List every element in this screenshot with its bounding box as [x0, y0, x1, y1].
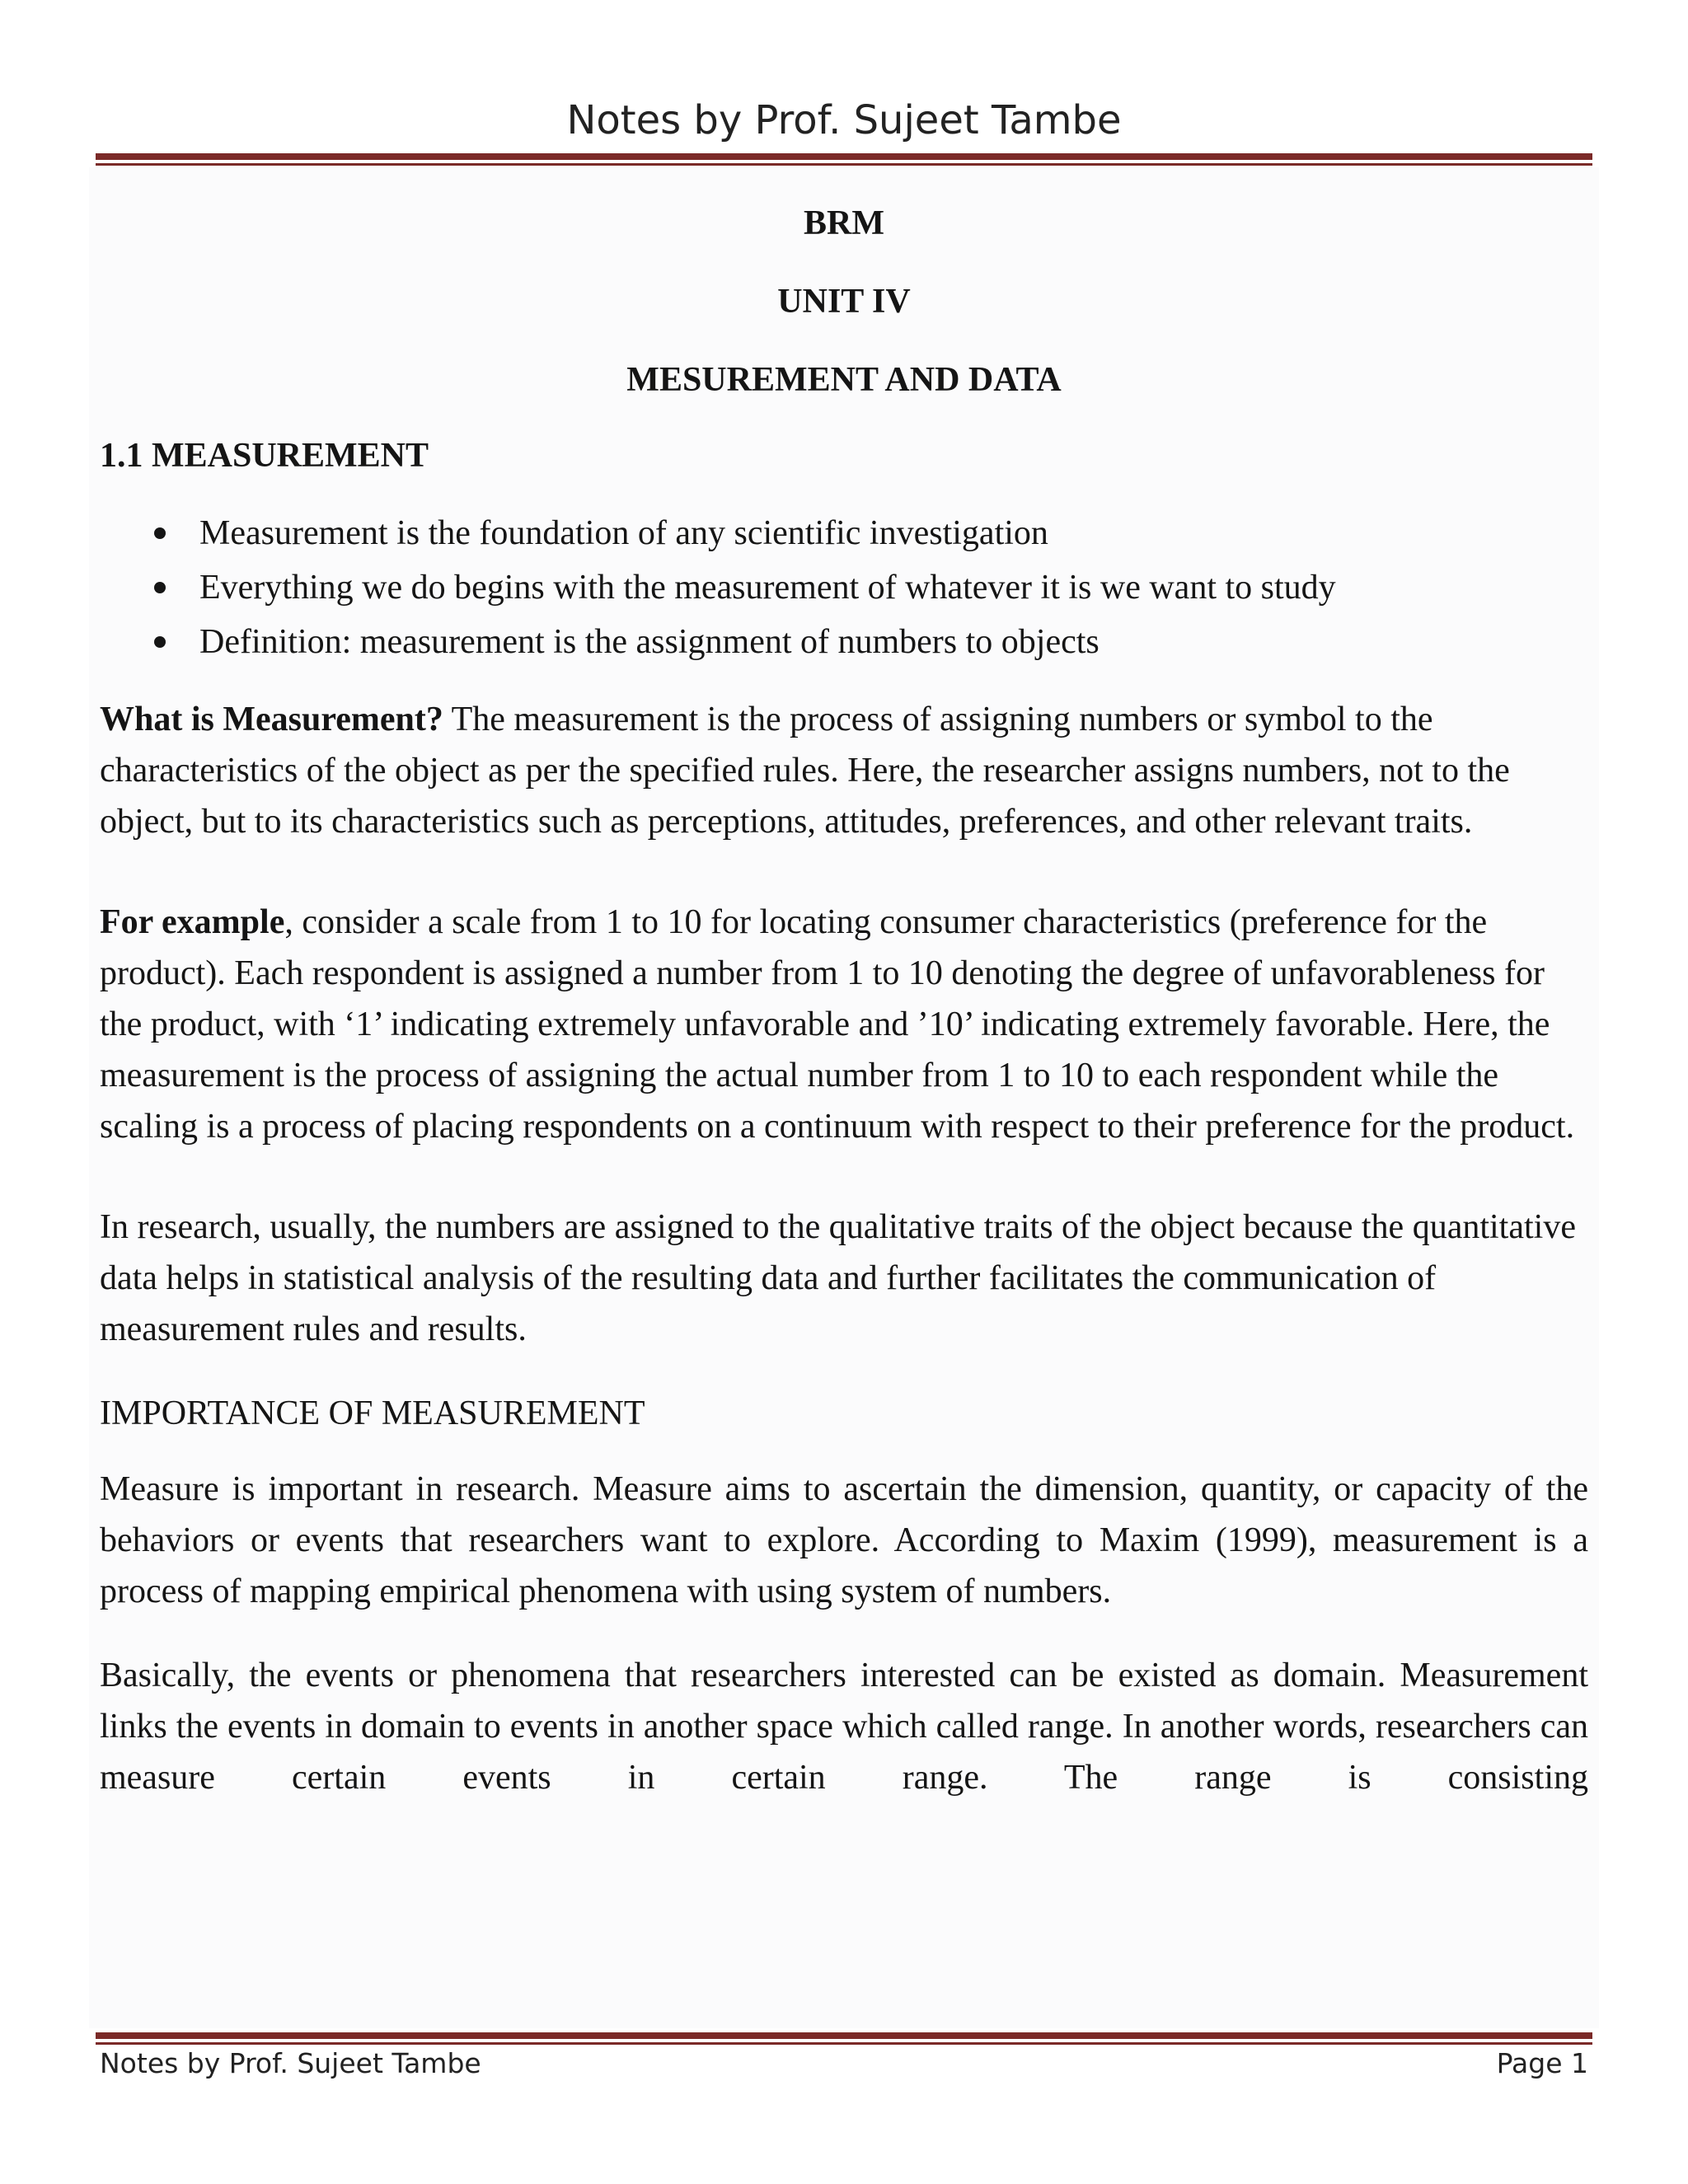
bullet-list — [100, 506, 1588, 669]
list-item: Everything we do begins with the measurement of whatever it is we want to study — [100, 560, 1588, 615]
importance-paragraph-2: Basically, the events or phenomena that researchers interested can be existed as domain. Measurement links the events in domain to events in another space which called range. In another words, researchers can measure certain events in certain range. The range is consisting — [100, 1657, 1588, 1797]
research-paragraph: In research, usually, the numbers are assigned to the qualitative traits of the object because the quantitative data helps in statistical analysis of the resulting data and further facilitates the communication of measurement rules and results. — [100, 1208, 1576, 1348]
importance-paragraph-1: Measure is important in research. Measure aims to ascertain the dimension, quantity, or capacity of the behaviors or events that researchers want to explore. According to Maxim (1999), measurement is a process of mapping empirical phenomena with using system of numbers. — [100, 1470, 1588, 1610]
footer-author: Notes by Prof. Sujeet Tambe — [100, 2047, 481, 2079]
unit-title: UNIT IV — [777, 283, 911, 321]
example-paragraph: For example, consider a scale from 1 to 10 for locating consumer characteristics (preference for the product). Each respondent is assigned a number from 1 to 10 denoting the degree of unfavorableness for the product, with ‘1’ indicating extremely unfavorable and ’10’ indicating extremely favorable. Here, the measurement is the process of assigning the actual number from 1 to 10 to each respondent while the scaling is a process of placing respondents on a continuum with respect to their preference for the product. — [100, 903, 1575, 1146]
list-item: Definition: measurement is the assignment of numbers to objects — [100, 615, 1588, 669]
header-divider — [96, 153, 1592, 166]
footer-divider — [96, 2032, 1592, 2045]
document-body — [100, 198, 1588, 1853]
chapter-title: MESUREMENT AND DATA — [626, 361, 1062, 399]
page-header-title: Notes by Prof. Sujeet Tambe — [566, 97, 1122, 143]
bullet-icon — [154, 527, 166, 539]
what-is-measurement-paragraph: What is Measurement? The measurement is the process of assigning numbers or symbol to the characteristics of the object as per the specified rules. Here, the researcher assigns numbers, not to the object, but to its characteristics such as perceptions, attitudes, preferences, and other relevant traits. — [100, 701, 1510, 841]
what-is-label: What is Measurement? — [100, 701, 443, 738]
page-number: Page 1 — [1496, 2047, 1588, 2079]
bullet-icon — [154, 582, 166, 593]
example-label: For example — [100, 903, 285, 941]
section-heading: 1.1 MEASUREMENT — [100, 437, 429, 475]
importance-heading: IMPORTANCE OF MEASUREMENT — [100, 1394, 645, 1432]
list-item: Measurement is the foundation of any scientific investigation — [100, 506, 1588, 560]
course-title: BRM — [804, 204, 884, 242]
bullet-icon — [154, 636, 166, 648]
